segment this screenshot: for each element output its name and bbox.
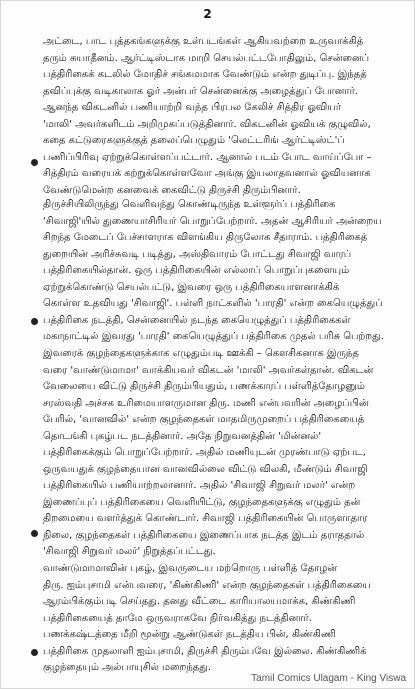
text-line: தவிப்புக்கு வடிகாலாக ஓர் அன்பர் சென்னைக்கு அழைத்துப் போனார். xyxy=(43,85,358,97)
text-line: பத்திரிகைக் கடலில் மோதிச் சங்கமமாக வேண்டும் என்ற துடிப்பு. இந்தத் xyxy=(43,69,367,80)
text-line: துறையின் அரிச்சுவடி படித்து, அஸ்திவாரம் போட்டது சிவாஜி வாரப் xyxy=(43,248,352,260)
text-line: பேரில், 'வானவில்' என்ற குழந்தைகள் மாதமிருமுறைப் பத்திரிகையைத் xyxy=(43,414,365,425)
text-line: திருச்சியிலிருந்து வெளிவந்து கொண்டிருந்த உள்ளூர்ப் பத்திரிகை xyxy=(43,199,336,210)
text-line: சிறந்த மேடைப் பேச்சாளராக விளங்கிய திருலோக சீதாராம். பத்திரிகைத் xyxy=(43,232,368,243)
text-line: இணைப்புப் பத்திரிகையை வெளியிட்டு, குழந்தைகளுக்கு எழுதும் தன் xyxy=(43,496,361,508)
text-line: அட்டை, பாட புத்தகங்களுக்கு உள்படங்கள் ஆகியவற்றை உருவாக்கித் xyxy=(43,36,364,47)
text-line: கொள்ள உதவியது 'சிவாஜி'. பள்ளி நாட்களில் 'பாரதி' என்ற கையெழுத்துப் xyxy=(43,298,383,309)
text-line: பணக்கஷ்டத்தை மீறி மூன்று ஆண்டுகள் நடத்திய பின், கிண்கிணி xyxy=(43,629,336,640)
text-line: மகாநாட்டில் இவரது 'பாரதி' கையெழுத்துப் பத்திரிகை முதல் பரிசு பெற்றது. xyxy=(43,331,384,342)
text-line: பத்திரிகை முதலாளி ஐம்புசாமி, திருச்சி திரும்பவே இல்லை. கிண்கிணிக் xyxy=(43,645,367,657)
text-line: தரும் சுயாதீனம். ஆர்ட்டிஸ்டாக மாறி செயல்பட்டபோதிலும், சென்னைப் xyxy=(43,52,370,64)
paragraph-1 xyxy=(43,34,388,199)
text-line: வரை 'வாண்டுமாமா' வாக்கியவர் விகடன் 'மாலி' அவர்கள்தான். விகடன் xyxy=(43,364,374,376)
text-line: தொடங்கி புகழ்பட நடத்தினார். அதே நிறுவனத்தின் 'மின்னல்' xyxy=(43,430,322,442)
text-line: பத்திரிகையைத் தாமே ஒருவராகவே நிர்வகித்து நடத்தினார். xyxy=(43,612,312,624)
text-line: வேண்டுமென்ற கனவைக் கைவிட்டு திருச்சி திரும்பினார். xyxy=(43,184,301,196)
paragraph-2 xyxy=(43,197,388,346)
bullet-marker xyxy=(31,318,38,325)
text-line: கதை கட்டுரைகளுக்குத் தலைப்பெழுதும் 'லெட்டரிங் ஆர்ட்டிஸ்ட்'ப் xyxy=(43,135,345,146)
bullet-marker xyxy=(31,159,38,166)
text-line: இவரைக் குழந்தைகளுக்காக எழுதும்படி ஊக்கி – கௌசிகனாக இருந்த xyxy=(43,348,359,359)
text-line: சித்திரம் வரையக் கற்றுக்கொள்ளவோ அங்கு இயலாதவனால் ஓவியனாக xyxy=(43,168,371,179)
text-line: திறமையை வளர்த்துக் கொண்டார். சிவாஜி பத்திரிகையின் பொருளாதார xyxy=(43,513,368,524)
text-line: ஏற்றுக்கொண்டு செயல்பட்டு, இவரை ஒரு பத்திரிகையாளனாக்கிக் xyxy=(43,281,340,293)
text-line: 'சிவாஜி'யில் துணையாசிரியர் பொறுப்பேற்றார். அதன் ஆசிரியர் அன்றைய xyxy=(43,215,382,227)
page-number: 2 xyxy=(203,7,212,21)
paragraph-4 xyxy=(43,561,388,677)
text-line: ஆனந்த விகடனில் பணியாற்றி வந்த பிரபல கேலிச் சித்திர ஓவியர் xyxy=(43,102,342,113)
watermark-footer: Tamil Comics Ulagam - King Viswa xyxy=(251,673,406,684)
bullet-marker xyxy=(31,530,38,537)
text-line: வேலையை விட்டு திருச்சி திரும்பியதும், பணக்காரப் பள்ளித்தோழனும் xyxy=(43,381,365,392)
text-line: திரு. ஐம்புசாமி என்பவரை, 'கிண்கிணி' என்ற குழந்தைகள் பத்திரிகையை xyxy=(43,579,371,591)
text-line: ஆரம்பிக்கும்படி செய்தது. தனது வீட்டை காரியாலயமாக்க, கிண்கிணி xyxy=(43,596,356,607)
text-line: குழந்தையும் அல்பாயுசில் மறைந்தது. xyxy=(43,662,212,673)
text-line: 'மாலி' அவர்களிடம் அறிமுகப்படுத்தினார். விகடனின் ஓவியக் குழுவில், xyxy=(43,118,371,130)
text-line: 'சிவாஜி சிறுவர் மலர்' நிறுத்தப்பட்டது. xyxy=(43,546,216,557)
text-line: பத்திரிகையில்தான். ஒரு பத்திரிகையின் எல்லாப் பொறுப்புகளையும் xyxy=(43,265,350,276)
bullet-marker xyxy=(31,649,38,656)
text-line: பத்திரிகையில் பணியாற்றலானார். அதில் 'சிவாஜி சிறுவர் மலர்' என்ற xyxy=(43,480,356,491)
text-line: ஒருவயதுக் குழந்தையான வானவில்லை விட்டு விலகி, மீண்டும் சிவாஜி xyxy=(43,463,368,475)
text-line: பத்திரிகைக்கும் பொறுப்பேற்றார். அதில் மணியுடன் முரண்பாடு ஏற்பட, xyxy=(43,447,366,458)
text-line: வாண்டுமாமாவின் புகழ், இவருடைய மற்றொரு பள்ளித் தோழன் xyxy=(43,563,338,574)
paragraph-3 xyxy=(43,346,388,561)
text-line: சரஸ்வதி அச்சக உரிமையாளருமான திரு. மணி என்பவரின் அழைப்பின் xyxy=(43,397,369,409)
text-line: பணிப்பிரிவு ஏற்றுக்கொள்ளப்பட்டார். ஆனால் படம் போட வாய்ப்போ – xyxy=(43,151,372,163)
text-line: பத்திரிகை நடத்தி, சென்னையில் நடந்த கையெழுத்துப் பத்திரிகைகள் xyxy=(43,314,351,326)
text-line: நிலை, குழந்தைகள் பத்திரிகையை இணைப்பாக நடத்த இடம் தராததால் xyxy=(43,529,365,541)
